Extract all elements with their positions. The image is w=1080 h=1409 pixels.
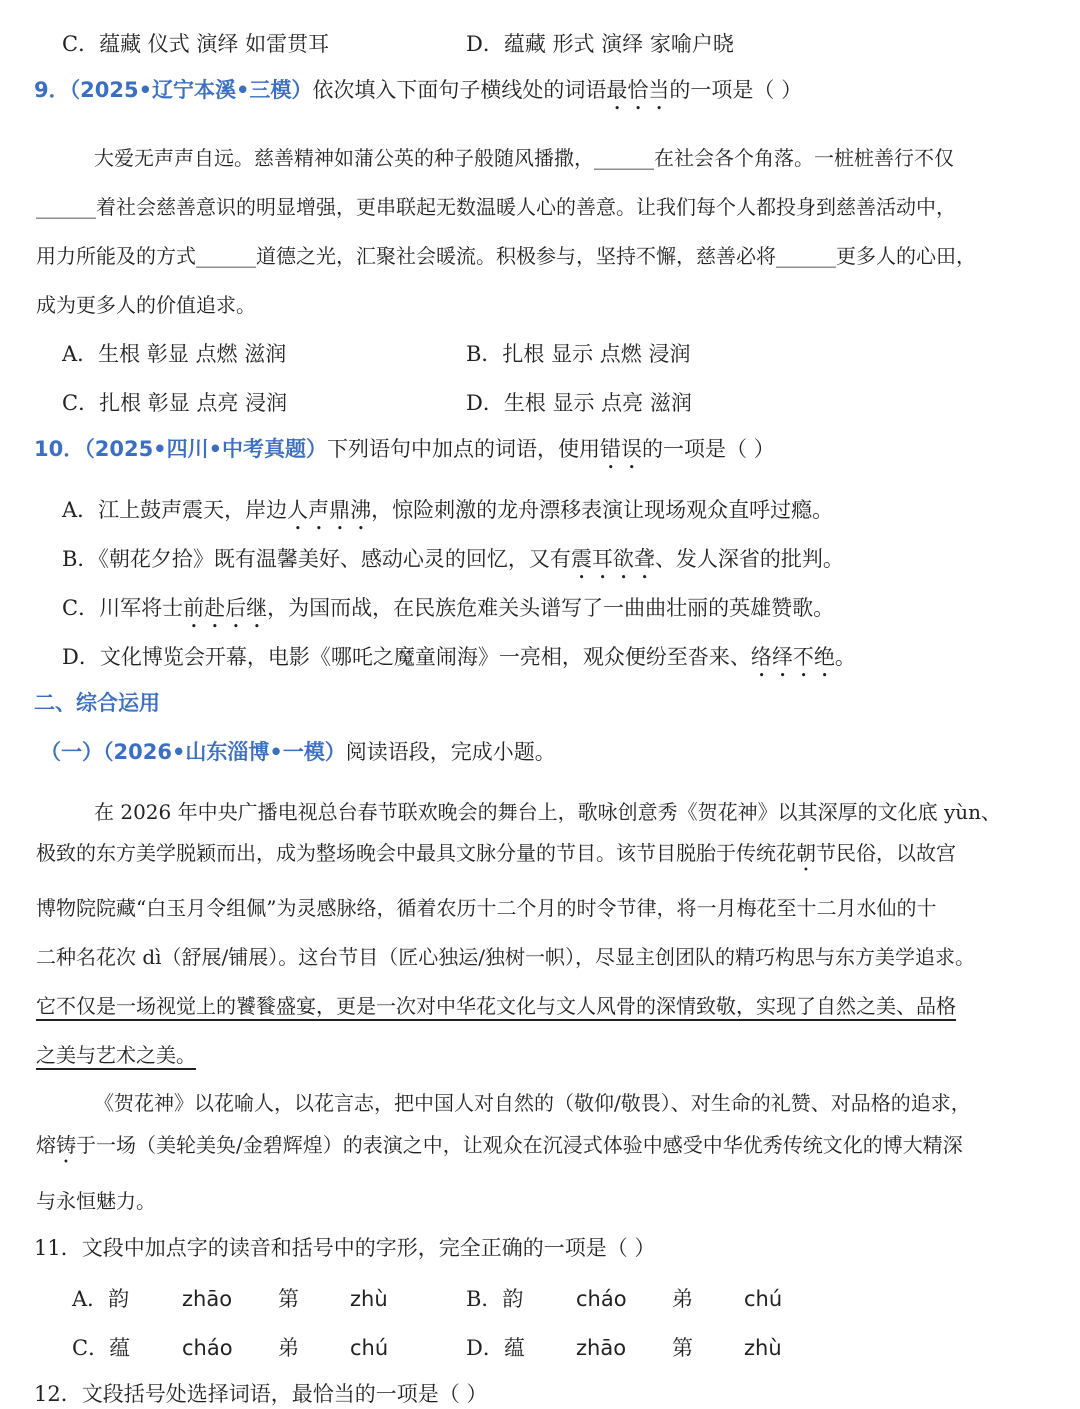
q8-option-c: C．蕴藏 仪式 演绎 如雷贯耳 xyxy=(62,32,330,56)
passage-text: 极致的东方美学脱颖而出，成为整场晚会中最具文脉分量的节目。该节目脱胎于传统花 xyxy=(36,841,796,865)
passage-underlined-line-2: 之美与艺术之美。 xyxy=(36,1043,196,1067)
q10-b-pre: B．《朝花夕拾》既有温馨美好、感动心灵的回忆，又有 xyxy=(62,547,571,571)
q11-a-char-2: 第 xyxy=(278,1287,299,1311)
q10-number: 10． xyxy=(34,437,85,461)
q10-stem-pre: 下列语句中加点的词语，使用 xyxy=(327,437,601,461)
q10-option-b xyxy=(62,543,844,584)
passage-p2-line-1 xyxy=(36,1087,1048,1116)
q11-a-pinyin-1: zhāo xyxy=(182,1287,233,1311)
group-1-source: （2026•山东淄博•一模） xyxy=(103,740,346,764)
q10-d-post: 。 xyxy=(834,645,856,669)
q10-stem-post: 的一项是（ ） xyxy=(642,437,775,461)
group-1-label: （一） xyxy=(40,740,103,764)
q11-d-char: D．蕴 xyxy=(466,1336,525,1360)
q9-stem-pre: 依次填入下面句子横线处的词语 xyxy=(312,78,607,102)
passage-text: 节民俗，以故宫 xyxy=(816,841,956,865)
q9-stem-dot: 最恰当 xyxy=(606,78,670,102)
q10-b-post: 、发人深省的批判。 xyxy=(654,547,844,571)
passage-text: 熔 xyxy=(36,1133,56,1157)
q9-option-b: B．扎根 显示 点燃 浸润 xyxy=(466,342,691,366)
q12-stem: 12．文段括号处选择词语，最恰当的一项是（ ） xyxy=(34,1382,488,1406)
q11-c-char: C．蕴 xyxy=(72,1336,131,1360)
q11-c-pinyin-1: cháo xyxy=(182,1336,233,1360)
q9-passage-line-1: 大爱无声声自远。慈善精神如蒲公英的种子般随风播撒，______在社会各个角落。一桩桩善行不仅 xyxy=(94,146,954,170)
passage-p1-line-2 xyxy=(36,837,1048,876)
q10-c-pre: C．川军将士 xyxy=(62,596,184,620)
q9-option-a: A．生根 彰显 点燃 滋润 xyxy=(62,342,287,366)
q9-header xyxy=(34,76,802,115)
passage-p2-line-3 xyxy=(36,1185,1048,1214)
q10-c-dotted: 前赴后继 xyxy=(183,596,268,620)
passage-dotted-char: 朝 xyxy=(796,841,816,865)
q9-stem-post: 的一项是（ ） xyxy=(669,78,803,102)
q10-stem-dot: 错误 xyxy=(600,437,643,461)
q8-option-d: D．蕴藏 形式 演绎 家喻户晓 xyxy=(466,32,734,56)
q11-b-char: B．韵 xyxy=(466,1287,524,1311)
group-1-header xyxy=(40,738,556,766)
q10-option-d xyxy=(62,641,856,682)
q11-b-pinyin-1: cháo xyxy=(576,1287,627,1311)
q11-b-char-2: 弟 xyxy=(672,1287,693,1311)
q10-option-a xyxy=(62,494,833,535)
q10-option-c xyxy=(62,592,834,633)
q10-c-post: ，为国而战，在民族危难关头谱写了一曲曲壮丽的英雄赞歌。 xyxy=(267,596,835,620)
passage-text: 《贺花神》以花喻人，以花言志，把中国人对自然的（敬仰/敬畏）、对生命的礼赞、对品格的追求， xyxy=(94,1091,971,1115)
q10-d-dotted: 络绎不绝 xyxy=(750,645,835,669)
q11-option-c xyxy=(72,1332,388,1362)
q10-header xyxy=(34,435,775,474)
q11-b-pinyin-2: chú xyxy=(744,1287,783,1311)
q11-stem: 11．文段中加点字的读音和括号中的字形，完全正确的一项是（ ） xyxy=(34,1236,656,1260)
q9-passage-line-2: ______着社会慈善意识的明显增强，更串联起无数温暖人心的善意。让我们每个人都投身到慈善活动中， xyxy=(36,195,956,219)
q11-a-char: A．韵 xyxy=(72,1287,130,1311)
q11-d-pinyin-2: zhù xyxy=(744,1336,782,1360)
q9-passage-line-3: 用力所能及的方式______道德之光，汇聚社会暖流。积极参与，坚持不懈，慈善必将______更多人的心田， xyxy=(36,244,976,268)
q9-option-d: D．生根 显示 点亮 滋润 xyxy=(466,391,692,415)
q10-b-dotted: 震耳欲聋 xyxy=(570,547,655,571)
q11-c-char-2: 弟 xyxy=(278,1336,299,1360)
q11-option-a xyxy=(72,1283,388,1313)
passage-p1-line-3 xyxy=(36,892,1048,921)
q10-a-dotted: 人声鼎沸 xyxy=(287,498,372,522)
q11-d-pinyin-1: zhāo xyxy=(576,1336,627,1360)
passage-text: 在 2026 年中央广播电视总台春节联欢晚会的舞台上，歌咏创意秀《贺花神》以其深厚的文化底 yùn、 xyxy=(94,800,1002,824)
q10-source: （2025•四川•中考真题） xyxy=(84,437,328,461)
q11-a-pinyin-2: zhù xyxy=(350,1287,388,1311)
passage-p1-line-4 xyxy=(36,941,1048,970)
passage-text: 二种名花次 dì（舒展/铺展）。这台节目（匠心独运/独树一帜），尽显主创团队的精巧构思与东方美学追求。 xyxy=(36,945,976,969)
passage-text: 与永恒魅力。 xyxy=(36,1189,156,1213)
passage-text: 博物院院藏“白玉月令组佩”为灵感脉络，循着农历十二个月的时令节律，将一月梅花至十二月水仙的十 xyxy=(36,896,937,920)
q11-d-char-2: 第 xyxy=(672,1336,693,1360)
q9-source: （2025•辽宁本溪•三模） xyxy=(69,78,313,102)
q10-d-pre: D．文化博览会开幕，电影《哪吒之魔童闹海》一亮相，观众便纷至沓来、 xyxy=(62,645,751,669)
q11-c-pinyin-2: chú xyxy=(350,1336,389,1360)
q9-number: 9． xyxy=(34,78,70,102)
passage-p2-line-2 xyxy=(36,1129,1048,1168)
q11-option-d xyxy=(466,1332,782,1362)
passage-underlined-line-1: 它不仅是一场视觉上的饕餮盛宴，更是一次对中华花文化与文人风骨的深情致敬，实现了自然之美、品格 xyxy=(36,994,956,1018)
q11-option-b xyxy=(466,1283,782,1313)
section-2-title: 二、综合运用 xyxy=(34,691,160,715)
passage-p1-line-1 xyxy=(36,796,1048,825)
q10-a-post: ，惊险刺激的龙舟漂移表演让现场观众直呼过瘾。 xyxy=(371,498,834,522)
q9-option-c: C．扎根 彰显 点亮 浸润 xyxy=(62,391,288,415)
q9-passage-line-4: 成为更多人的价值追求。 xyxy=(36,293,256,317)
group-1-instruction: 阅读语段，完成小题。 xyxy=(345,740,556,764)
passage-dotted-char: 铸 xyxy=(56,1133,76,1157)
passage-text: 于一场（美轮美奂/金碧辉煌）的表演之中，让观众在沉浸式体验中感受中华优秀传统文化的博大精深 xyxy=(76,1133,963,1157)
q10-a-pre: A．江上鼓声震天，岸边 xyxy=(62,498,288,522)
